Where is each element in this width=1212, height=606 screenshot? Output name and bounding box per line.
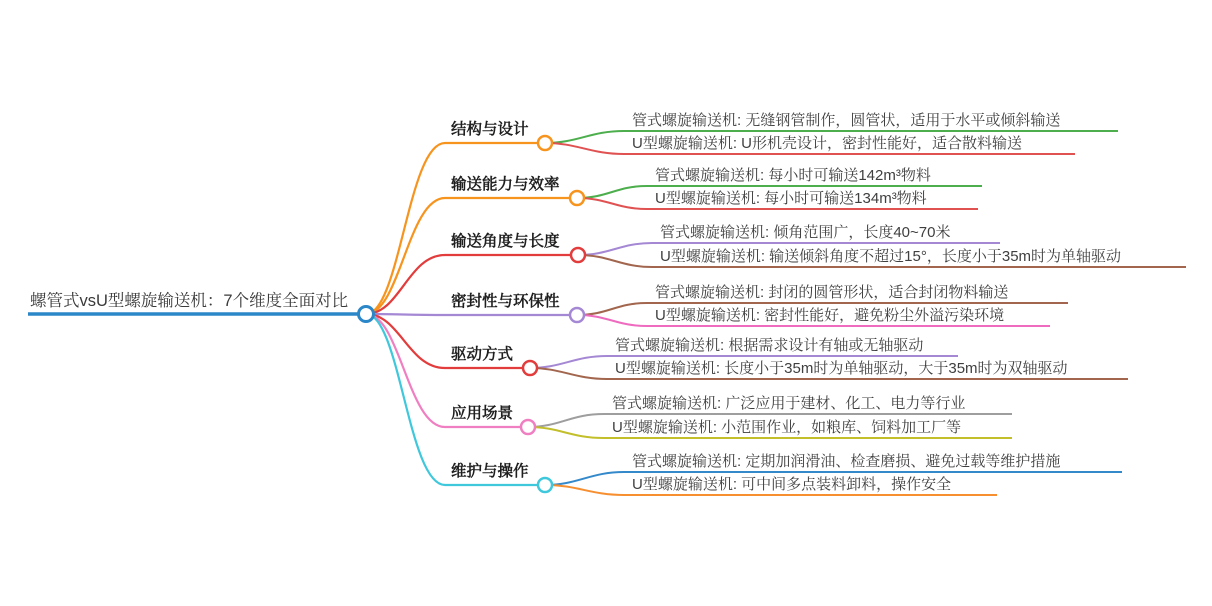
leaf-angle-u[interactable]: U型螺旋输送机: 输送倾斜角度不超过15°，长度小于35m时为单轴驱动	[660, 248, 1122, 265]
branch-label-angle[interactable]: 输送角度与长度	[451, 233, 560, 250]
leaf-drive-u[interactable]: U型螺旋输送机: 长度小于35m时为单轴驱动，大于35m时为双轴驱动	[615, 360, 1068, 377]
leaf-capacity-tube[interactable]: 管式螺旋输送机: 每小时可输送142m³物料	[655, 167, 931, 184]
branch-curve-structure	[366, 143, 545, 314]
branch-node-angle[interactable]	[571, 248, 585, 262]
branch-node-maintenance[interactable]	[538, 478, 552, 492]
branch-node-sealing[interactable]	[570, 308, 584, 322]
branch-node-structure[interactable]	[538, 136, 552, 150]
branch-curve-maintenance	[366, 314, 545, 485]
branch-label-maintenance[interactable]: 维护与操作	[451, 463, 529, 480]
branch-label-sealing[interactable]: 密封性与环保性	[451, 293, 560, 310]
leaf-sealing-tube[interactable]: 管式螺旋输送机: 封闭的圆管形状，适合封闭物料输送	[655, 284, 1009, 301]
leaf-maintenance-u[interactable]: U型螺旋输送机: 可中间多点装料卸料，操作安全	[632, 476, 952, 493]
branch-label-drive[interactable]: 驱动方式	[451, 346, 514, 363]
root-topic[interactable]: 螺管式vsU型螺旋输送机：7个维度全面对比	[30, 292, 349, 310]
branch-label-capacity[interactable]: 输送能力与效率	[451, 176, 560, 193]
branch-label-structure[interactable]: 结构与设计	[451, 121, 529, 138]
branch-curve-sealing	[366, 314, 577, 315]
branch-node-drive[interactable]	[523, 361, 537, 375]
leaf-drive-tube[interactable]: 管式螺旋输送机: 根据需求设计有轴或无轴驱动	[615, 337, 924, 354]
branch-node-application[interactable]	[521, 420, 535, 434]
leaf-application-u[interactable]: U型螺旋输送机: 小范围作业，如粮库、饲料加工厂等	[612, 419, 962, 436]
leaf-structure-tube[interactable]: 管式螺旋输送机: 无缝钢管制作，圆管状，适用于水平或倾斜输送	[632, 112, 1061, 129]
branch-label-application[interactable]: 应用场景	[451, 405, 514, 422]
root-node[interactable]	[359, 307, 374, 322]
leaf-capacity-u[interactable]: U型螺旋输送机: 每小时可输送134m³物料	[655, 190, 927, 207]
leaf-maintenance-tube[interactable]: 管式螺旋输送机: 定期加润滑油、检查磨损、避免过载等维护措施	[632, 453, 1061, 470]
branch-node-capacity[interactable]	[570, 191, 584, 205]
leaf-angle-tube[interactable]: 管式螺旋输送机: 倾角范围广，长度40~70米	[660, 224, 951, 241]
leaf-structure-u[interactable]: U型螺旋输送机: U形机壳设计，密封性能好，适合散料输送	[632, 135, 1023, 152]
leaf-application-tube[interactable]: 管式螺旋输送机: 广泛应用于建材、化工、电力等行业	[612, 395, 966, 412]
leaf-sealing-u[interactable]: U型螺旋输送机: 密封性能好，避免粉尘外溢污染环境	[655, 307, 1005, 324]
